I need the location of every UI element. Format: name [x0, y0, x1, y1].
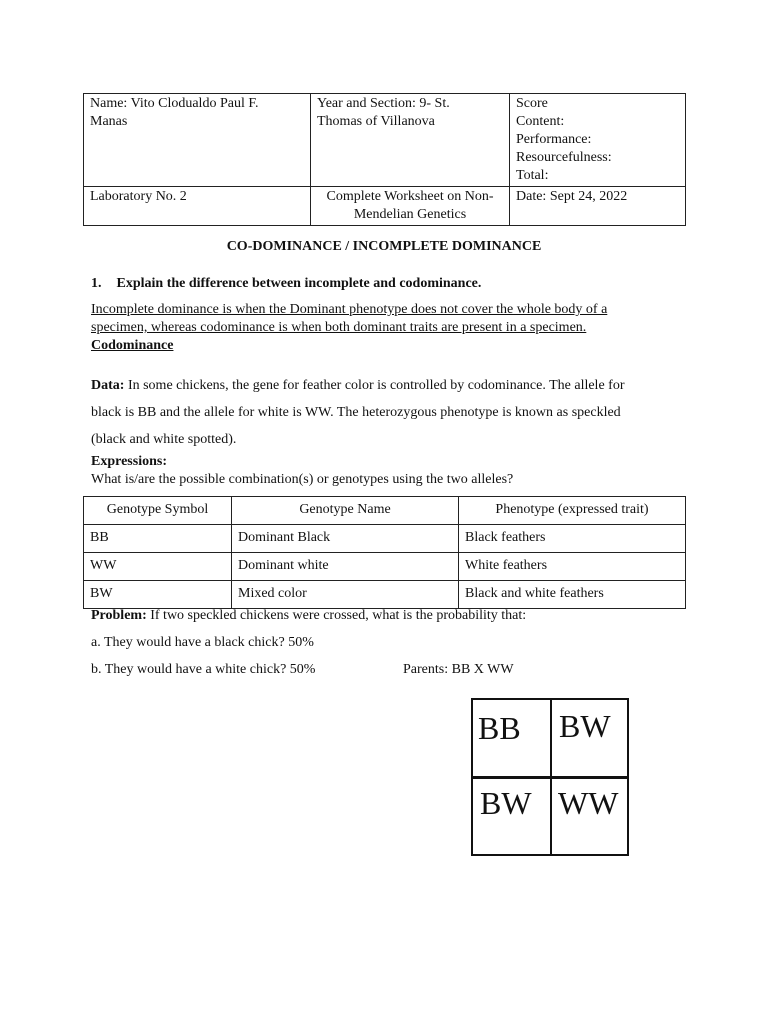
question-1-answer — [91, 301, 691, 337]
score-cell — [510, 94, 686, 187]
lab-number-cell: Laboratory No. 2 — [84, 187, 311, 226]
worksheet-line-2: Mendelian Genetics — [353, 207, 467, 222]
answer-line-1: Incomplete dominance is when the Dominant phenotype does not cover the whole body of a — [91, 302, 608, 317]
worksheet-cell — [311, 187, 510, 226]
worksheet-title: CO-DOMINANCE / INCOMPLETE DOMINANCE — [226, 239, 542, 254]
punnett-cell-top-left: BB — [478, 710, 521, 746]
codominance-heading: Codominance — [91, 338, 174, 353]
score-content: Content: — [516, 114, 565, 129]
expressions-question: What is/are the possible combination(s) or genotypes using the two alleles? — [91, 472, 514, 487]
table-row — [84, 553, 686, 581]
punnett-cell-top-right: BW — [559, 708, 611, 744]
table-row — [84, 581, 686, 609]
score-label: Score — [516, 96, 548, 111]
data-label: Data: — [91, 378, 125, 393]
data-line-2: black is BB and the allele for white is WW. The heterozygous phenotype is known as speckled — [91, 405, 621, 420]
punnett-divider-horizontal — [473, 776, 627, 779]
date-cell: Date: Sept 24, 2022 — [510, 187, 686, 226]
parents-cross: Parents: BB X WW — [403, 662, 514, 677]
genotype-name: Dominant Black — [232, 525, 459, 553]
genotype-name: Mixed color — [232, 581, 459, 609]
score-total: Total: — [516, 168, 549, 183]
score-resourcefulness: Resourcefulness: — [516, 150, 612, 165]
punnett-cell-bottom-left: BW — [480, 785, 532, 821]
phenotype: White feathers — [459, 553, 686, 581]
header-row-1 — [84, 94, 686, 187]
header-genotype-symbol: Genotype Symbol — [84, 497, 232, 525]
genotype-table — [83, 496, 686, 609]
genotype-symbol: WW — [84, 553, 232, 581]
data-text-1: In some chickens, the gene for feather color is controlled by codominance. The allele for — [124, 378, 625, 393]
data-line-3: (black and white spotted). — [91, 432, 237, 447]
punnett-square — [471, 698, 629, 856]
phenotype: Black and white feathers — [459, 581, 686, 609]
data-paragraph — [91, 372, 691, 453]
header-info-table — [83, 93, 686, 226]
name-line-2: Manas — [90, 114, 128, 129]
punnett-cell-bottom-right: WW — [558, 785, 619, 821]
header-phenotype: Phenotype (expressed trait) — [459, 497, 686, 525]
year-section-line-2: Thomas of Villanova — [317, 114, 435, 129]
problem-question-b: b. They would have a white chick? 50% — [91, 662, 316, 677]
problem-text: If two speckled chickens were crossed, what is the probability that: — [146, 608, 527, 623]
genotype-symbol: BW — [84, 581, 232, 609]
problem-label: Problem: — [91, 608, 147, 623]
score-performance: Performance: — [516, 132, 592, 147]
genotype-name: Dominant white — [232, 553, 459, 581]
table-row — [84, 525, 686, 553]
question-1-text: Explain the difference between incomplete and codominance. — [116, 276, 482, 291]
name-cell — [84, 94, 311, 187]
genotype-symbol: BB — [84, 525, 232, 553]
problem-statement — [91, 607, 526, 624]
year-section-cell — [311, 94, 510, 187]
header-genotype-name: Genotype Name — [232, 497, 459, 525]
header-row-2 — [84, 187, 686, 226]
data-line-1 — [91, 372, 691, 399]
phenotype: Black feathers — [459, 525, 686, 553]
name-line-1: Name: Vito Clodualdo Paul F. — [90, 96, 259, 111]
year-section-line-1: Year and Section: 9- St. — [317, 96, 450, 111]
expressions-heading: Expressions: — [91, 454, 167, 469]
question-1-number: 1. — [91, 276, 102, 291]
problem-question-a: a. They would have a black chick? 50% — [91, 635, 314, 650]
question-1 — [91, 275, 481, 292]
worksheet-line-1: Complete Worksheet on Non- — [326, 189, 494, 204]
genotype-table-header — [84, 497, 686, 525]
answer-line-2: specimen, whereas codominance is when both dominant traits are present in a specimen. — [91, 320, 587, 335]
